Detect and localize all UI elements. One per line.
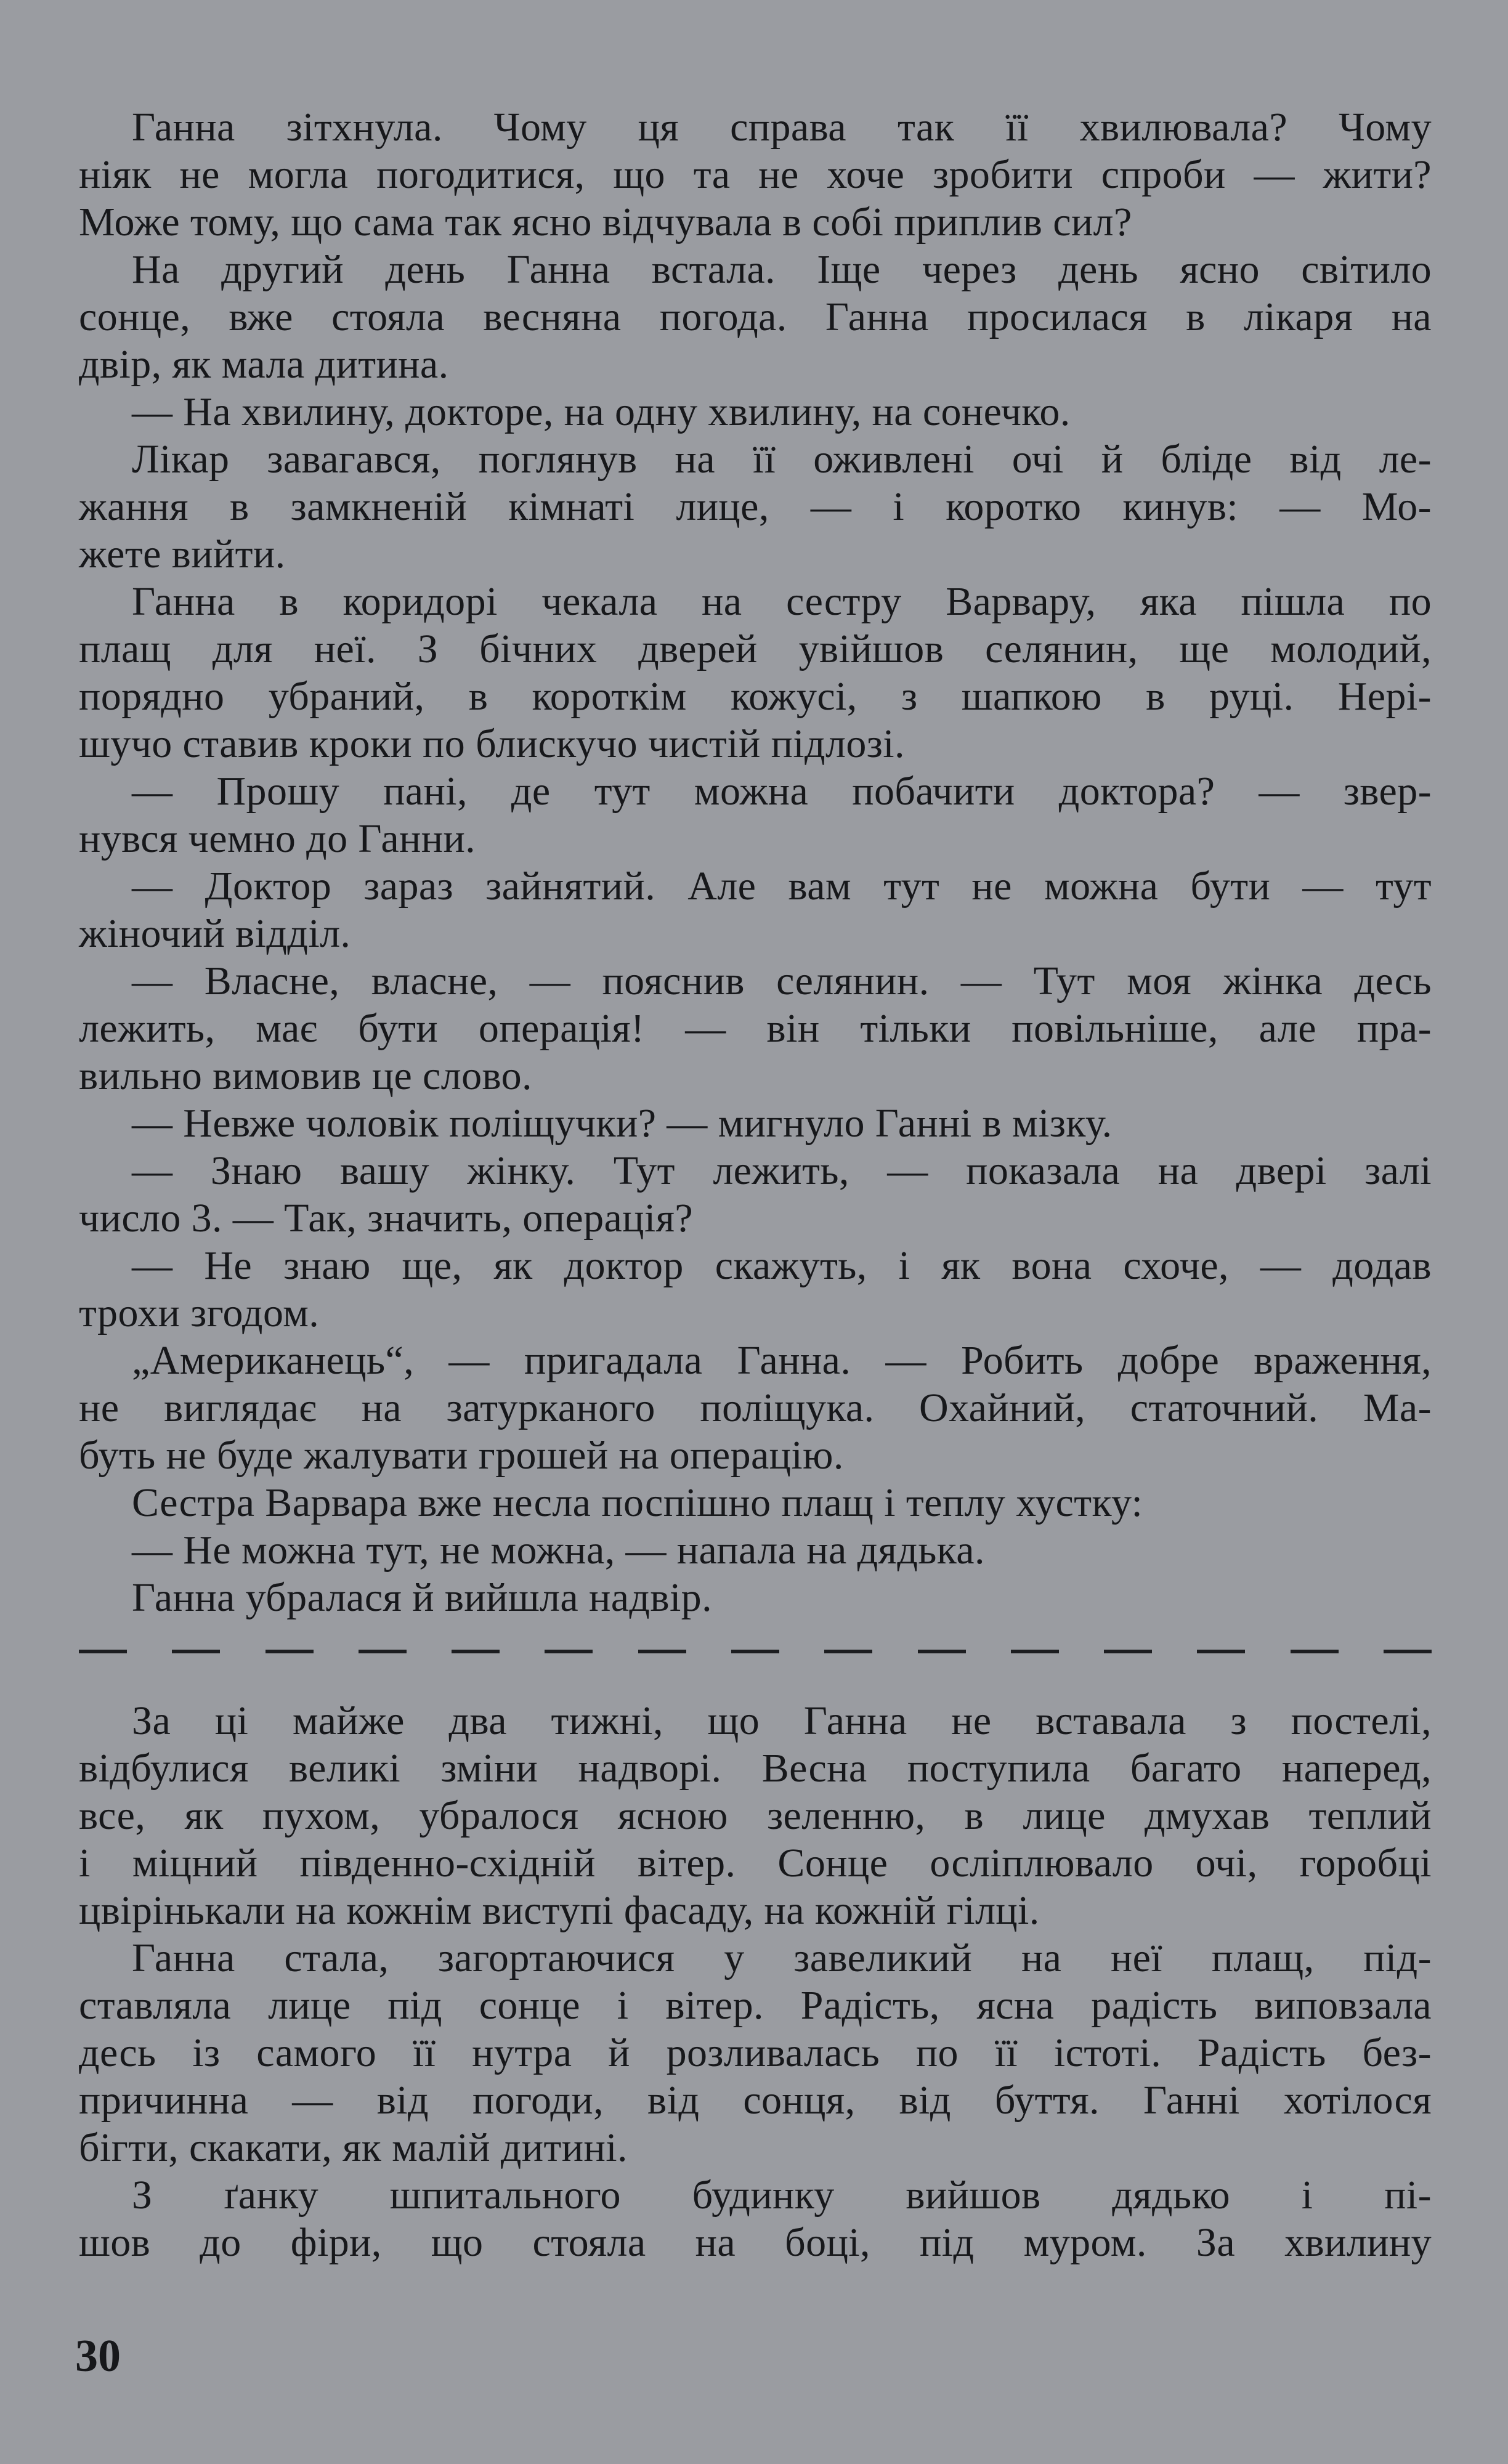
text-line: все, як пухом, убралося ясною зеленню, в лице дмухав теплий [79,1793,1432,1838]
text-line: Ганна стала, загортаючися у завеликий на неї плащ, під- [132,1935,1432,1980]
separator-dash [1104,1650,1152,1653]
text-line: — Не знаю ще, як доктор скажуть, і як вона схоче, — додав [132,1243,1432,1288]
text-line: жіночий відділ. [79,911,351,956]
separator-dash [824,1650,872,1653]
text-line: число 3. — Так, значить, операція? [79,1196,694,1241]
separator-dash [918,1650,966,1653]
text-line: ніяк не могла погодитися, що та не хоче зробити спроби — жити? [79,152,1432,197]
text-line: десь із самого її нутра й розливалась по її істоті. Радість без- [79,2030,1432,2075]
text-line: нувся чемно до Ганни. [79,816,476,861]
text-line: трохи згодом. [79,1291,320,1335]
text-line: Може тому, що сама так ясно відчувала в собі приплив сил? [79,200,1132,245]
text-line: цвірінькали на кожнім виступі фасаду, на кожній гілці. [79,1888,1040,1933]
section-separator [79,1650,1432,1653]
text-line: не виглядає на затурканого поліщука. Охайний, статочний. Ма- [79,1385,1432,1430]
separator-dash [266,1650,314,1653]
text-line: лежить, має бути операція! — він тільки повільніше, але пра- [79,1006,1432,1051]
text-line: причинна — від погоди, від сонця, від буття. Ганні хотілося [79,2078,1432,2123]
text-line: — На хвилину, докторе, на одну хвилину, на сонечко. [132,389,1071,434]
text-line: — Невже чоловік поліщучки? — мигнуло Ганні в мізку. [132,1101,1113,1146]
text-line: Сестра Варвара вже несла поспішно плащ і теплу хустку: [132,1480,1143,1525]
text-line: вильно вимовив це слово. [79,1053,532,1098]
text-line: ставляла лице під сонце і вітер. Радість, ясна радість виповзала [79,1983,1432,2028]
text-line: і міцний південно-східній вітер. Сонце осліплювало очі, горобці [79,1841,1432,1886]
text-line: — Не можна тут, не можна, — напала на дядька. [132,1528,985,1573]
separator-dash [1011,1650,1059,1653]
separator-dash [545,1650,593,1653]
separator-dash [1291,1650,1339,1653]
separator-dash [1384,1650,1432,1653]
text-line: шов до фіри, що стояла на боці, під муром. За хвилину [79,2220,1432,2265]
text-line: На другий день Ганна встала. Іще через день ясно світило [132,247,1432,292]
separator-dash [172,1650,220,1653]
text-line: З ґанку шпитального будинку вийшов дядько і пі- [132,2173,1432,2218]
text-line: двір, як мала дитина. [79,342,449,387]
text-line: жете вийти. [79,532,286,577]
separator-dash [731,1650,779,1653]
text-line: жання в замкненій кімнаті лице, — і коротко кинув: — Мо- [79,484,1432,529]
text-line: — Знаю вашу жінку. Тут лежить, — показала на двері залі [132,1148,1432,1193]
text-line: бігти, скакати, як малій дитині. [79,2125,628,2170]
text-line: — Доктор зараз зайнятий. Але вам тут не можна бути — тут [132,864,1432,909]
text-line: Лікар завагався, поглянув на її оживлені очі й бліде від ле- [132,437,1432,482]
text-section-1 [79,103,1432,1621]
separator-dash [638,1650,686,1653]
text-line: — Власне, власне, — пояснив селянин. — Тут моя жінка десь [132,958,1432,1003]
separator-dash [452,1650,500,1653]
separator-dash [79,1650,127,1653]
text-line: шучо ставив кроки по блискучо чистій підлозі. [79,721,905,766]
text-line: порядно убраний, в короткім кожусі, з шапкою в руці. Нері- [79,674,1432,719]
text-line: Ганна в коридорі чекала на сестру Варвару, яка пішла по [132,579,1432,624]
text-line: Ганна убралася й вийшла надвір. [132,1575,712,1620]
text-line: відбулися великі зміни надворі. Весна поступила багато наперед, [79,1746,1432,1791]
text-line: „Американець“, — пригадала Ганна. — Робить добре враження, [132,1338,1432,1383]
text-line: За ці майже два тижні, що Ганна не вставала з постелі, [132,1698,1432,1743]
separator-dash [359,1650,407,1653]
text-line: сонце, вже стояла весняна погода. Ганна просилася в лікаря на [79,294,1432,339]
text-line: Ганна зітхнула. Чому ця справа так її хвилювала? Чому [132,105,1432,150]
text-line: плащ для неї. З бічних дверей увійшов селянин, ще молодий, [79,626,1432,671]
separator-dash [1197,1650,1245,1653]
text-line: буть не буде жалувати грошей на операцію. [79,1433,844,1478]
text-section-2 [79,1697,1432,2266]
page-number: 30 [75,2331,121,2381]
text-line: — Прошу пані, де тут можна побачити доктора? — звер- [132,769,1432,814]
